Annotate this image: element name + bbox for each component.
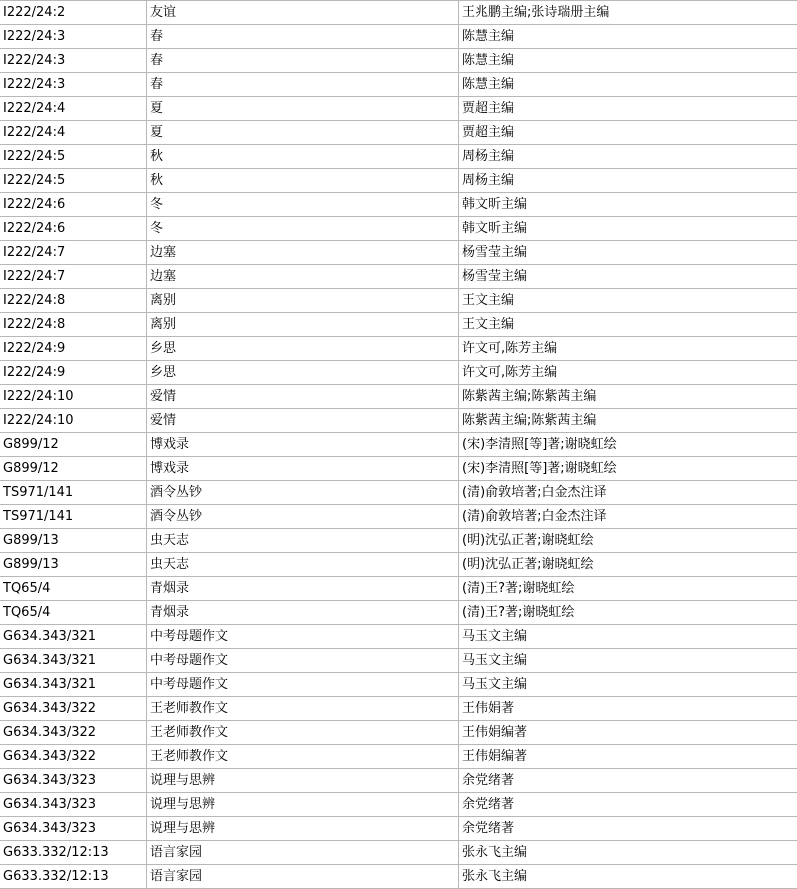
cell-author: 张永飞主编 [459, 865, 797, 889]
cell-author: 韩文昕主编 [459, 217, 797, 241]
table-row[interactable] [0, 49, 797, 73]
cell-call-number: G634.343/321 [0, 673, 147, 697]
cell-author: 许文可,陈芳主编 [459, 361, 797, 385]
cell-title: 离别 [147, 289, 459, 313]
cell-call-number: G899/12 [0, 457, 147, 481]
table-row[interactable] [0, 265, 797, 289]
cell-author: 马玉文主编 [459, 625, 797, 649]
cell-author: 许文可,陈芳主编 [459, 337, 797, 361]
table-row[interactable] [0, 721, 797, 745]
cell-call-number: I222/24:8 [0, 289, 147, 313]
cell-author: 陈慧主编 [459, 25, 797, 49]
cell-author: 王伟娟编著 [459, 721, 797, 745]
cell-title: 说理与思辨 [147, 793, 459, 817]
table-row[interactable] [0, 817, 797, 841]
cell-title: 中考母题作文 [147, 673, 459, 697]
table-row[interactable] [0, 409, 797, 433]
table-row[interactable] [0, 169, 797, 193]
cell-author: 余党绪著 [459, 769, 797, 793]
table-row[interactable] [0, 217, 797, 241]
cell-author: 王兆鹏主编;张诗瑞册主编 [459, 1, 797, 25]
table-row[interactable] [0, 649, 797, 673]
cell-call-number: G634.343/321 [0, 625, 147, 649]
table-row[interactable] [0, 361, 797, 385]
table-row[interactable] [0, 337, 797, 361]
cell-title: 王老师教作文 [147, 697, 459, 721]
cell-author: 王文主编 [459, 289, 797, 313]
cell-call-number: G633.332/12:13 [0, 841, 147, 865]
cell-title: 王老师教作文 [147, 721, 459, 745]
cell-author: 陈紫茜主编;陈紫茜主编 [459, 409, 797, 433]
cell-title: 边塞 [147, 241, 459, 265]
table-row[interactable] [0, 25, 797, 49]
cell-title: 夏 [147, 121, 459, 145]
cell-call-number: I222/24:10 [0, 385, 147, 409]
cell-title: 春 [147, 73, 459, 97]
cell-title: 离别 [147, 313, 459, 337]
cell-author: (清)俞敦培著;白金杰注译 [459, 481, 797, 505]
cell-author: 王伟娟著 [459, 697, 797, 721]
table-row[interactable] [0, 865, 797, 889]
table-row[interactable] [0, 145, 797, 169]
cell-call-number: I222/24:10 [0, 409, 147, 433]
cell-call-number: G634.343/323 [0, 769, 147, 793]
cell-title: 虫天志 [147, 553, 459, 577]
cell-title: 春 [147, 25, 459, 49]
cell-call-number: I222/24:6 [0, 193, 147, 217]
cell-title: 酒令丛钞 [147, 481, 459, 505]
cell-author: 张永飞主编 [459, 841, 797, 865]
cell-call-number: TS971/141 [0, 481, 147, 505]
cell-author: (清)俞敦培著;白金杰注译 [459, 505, 797, 529]
cell-call-number: I222/24:2 [0, 1, 147, 25]
table-row[interactable] [0, 625, 797, 649]
cell-call-number: I222/24:4 [0, 97, 147, 121]
cell-author: 陈慧主编 [459, 49, 797, 73]
table-row[interactable] [0, 529, 797, 553]
cell-author: 马玉文主编 [459, 673, 797, 697]
table-row[interactable] [0, 457, 797, 481]
cell-call-number: I222/24:3 [0, 25, 147, 49]
cell-author: 杨雪莹主编 [459, 241, 797, 265]
cell-title: 青烟录 [147, 601, 459, 625]
cell-call-number: I222/24:7 [0, 241, 147, 265]
cell-call-number: G634.343/323 [0, 793, 147, 817]
cell-title: 虫天志 [147, 529, 459, 553]
cell-title: 边塞 [147, 265, 459, 289]
cell-author: 余党绪著 [459, 793, 797, 817]
cell-title: 冬 [147, 193, 459, 217]
cell-call-number: TQ65/4 [0, 577, 147, 601]
cell-author: (明)沈弘正著;谢晓虹绘 [459, 529, 797, 553]
cell-title: 秋 [147, 145, 459, 169]
cell-call-number: G634.343/322 [0, 697, 147, 721]
cell-title: 秋 [147, 169, 459, 193]
table-row[interactable] [0, 121, 797, 145]
table-row[interactable] [0, 1, 797, 25]
cell-call-number: G634.343/322 [0, 745, 147, 769]
cell-call-number: I222/24:6 [0, 217, 147, 241]
cell-call-number: G634.343/323 [0, 817, 147, 841]
table-row[interactable] [0, 313, 797, 337]
table-row[interactable] [0, 577, 797, 601]
cell-author: 周杨主编 [459, 145, 797, 169]
cell-call-number: G899/13 [0, 553, 147, 577]
table-body [0, 1, 797, 889]
table-row[interactable] [0, 433, 797, 457]
cell-author: 陈慧主编 [459, 73, 797, 97]
table-row[interactable] [0, 793, 797, 817]
cell-call-number: G633.332/12:13 [0, 865, 147, 889]
cell-call-number: TQ65/4 [0, 601, 147, 625]
cell-title: 青烟录 [147, 577, 459, 601]
cell-call-number: G634.343/321 [0, 649, 147, 673]
table-row[interactable] [0, 601, 797, 625]
cell-title: 乡思 [147, 337, 459, 361]
cell-title: 爱情 [147, 385, 459, 409]
cell-author: (宋)李清照[等]著;谢晓虹绘 [459, 457, 797, 481]
cell-call-number: TS971/141 [0, 505, 147, 529]
cell-author: 王伟娟编著 [459, 745, 797, 769]
cell-author: (清)王?著;谢晓虹绘 [459, 577, 797, 601]
cell-title: 王老师教作文 [147, 745, 459, 769]
cell-author: 贾超主编 [459, 97, 797, 121]
cell-title: 爱情 [147, 409, 459, 433]
table-row[interactable] [0, 769, 797, 793]
cell-title: 中考母题作文 [147, 625, 459, 649]
cell-author: 杨雪莹主编 [459, 265, 797, 289]
cell-title: 语言家园 [147, 841, 459, 865]
cell-call-number: G899/13 [0, 529, 147, 553]
cell-title: 说理与思辨 [147, 769, 459, 793]
cell-call-number: I222/24:4 [0, 121, 147, 145]
cell-author: (清)王?著;谢晓虹绘 [459, 601, 797, 625]
cell-title: 夏 [147, 97, 459, 121]
table-row[interactable] [0, 505, 797, 529]
cell-call-number: I222/24:5 [0, 145, 147, 169]
table-row[interactable] [0, 745, 797, 769]
cell-title: 语言家园 [147, 865, 459, 889]
cell-call-number: G899/12 [0, 433, 147, 457]
table-row[interactable] [0, 553, 797, 577]
cell-title: 博戏录 [147, 457, 459, 481]
cell-title: 乡思 [147, 361, 459, 385]
cell-call-number: I222/24:7 [0, 265, 147, 289]
cell-title: 酒令丛钞 [147, 505, 459, 529]
cell-title: 冬 [147, 217, 459, 241]
cell-call-number: I222/24:3 [0, 73, 147, 97]
table-row[interactable] [0, 73, 797, 97]
cell-author: 陈紫茜主编;陈紫茜主编 [459, 385, 797, 409]
table-row[interactable] [0, 385, 797, 409]
cell-title: 说理与思辨 [147, 817, 459, 841]
cell-author: 马玉文主编 [459, 649, 797, 673]
table-row[interactable] [0, 481, 797, 505]
table-row[interactable] [0, 289, 797, 313]
cell-title: 春 [147, 49, 459, 73]
table-row[interactable] [0, 697, 797, 721]
cell-author: 周杨主编 [459, 169, 797, 193]
cell-call-number: I222/24:8 [0, 313, 147, 337]
table-row[interactable] [0, 241, 797, 265]
cell-title: 友谊 [147, 1, 459, 25]
table-row[interactable] [0, 97, 797, 121]
cell-call-number: I222/24:5 [0, 169, 147, 193]
table-row[interactable] [0, 193, 797, 217]
cell-title: 中考母题作文 [147, 649, 459, 673]
cell-author: 韩文昕主编 [459, 193, 797, 217]
cell-author: 王文主编 [459, 313, 797, 337]
cell-call-number: I222/24:3 [0, 49, 147, 73]
table-row[interactable] [0, 841, 797, 865]
cell-call-number: G634.343/322 [0, 721, 147, 745]
cell-author: 贾超主编 [459, 121, 797, 145]
cell-author: (宋)李清照[等]著;谢晓虹绘 [459, 433, 797, 457]
cell-title: 博戏录 [147, 433, 459, 457]
table-row[interactable] [0, 673, 797, 697]
cell-call-number: I222/24:9 [0, 337, 147, 361]
cell-author: 余党绪著 [459, 817, 797, 841]
cell-author: (明)沈弘正著;谢晓虹绘 [459, 553, 797, 577]
cell-call-number: I222/24:9 [0, 361, 147, 385]
